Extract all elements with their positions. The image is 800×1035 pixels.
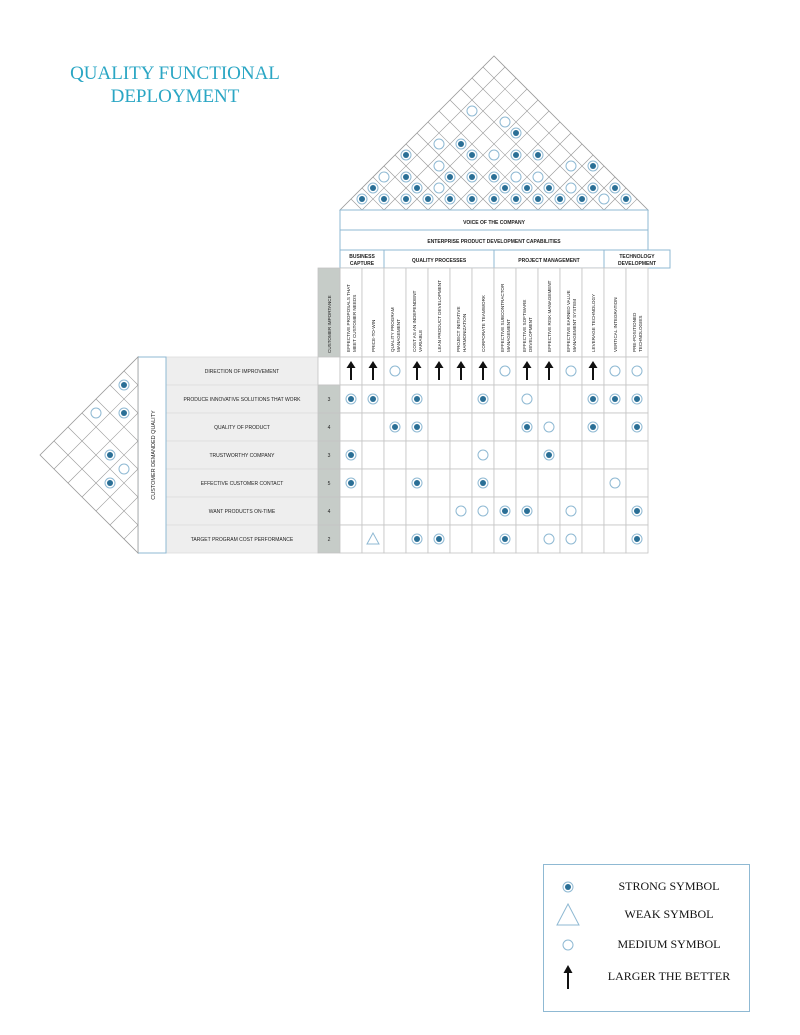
- row-label: QUALITY OF PRODUCT: [214, 425, 270, 431]
- roof-strong-symbol: [489, 194, 499, 204]
- column-header-cell: [560, 268, 582, 357]
- matrix-cell: [582, 525, 604, 553]
- relationship-strong-symbol: [368, 394, 378, 404]
- matrix-cell: [560, 413, 582, 441]
- matrix-cell: [384, 469, 406, 497]
- matrix-cell: [384, 441, 406, 469]
- column-header-label: COST AS AN INDEPENDENT: [412, 290, 417, 352]
- roof-medium-symbol: [467, 106, 477, 116]
- requirement-row: [166, 441, 648, 469]
- requirement-row: [166, 385, 648, 413]
- column-header-label: MANAGEMENT: [396, 319, 401, 352]
- row-label: TRUSTWORTHY COMPANY: [209, 453, 275, 459]
- matrix-cell: [582, 441, 604, 469]
- importance-value: 4: [327, 509, 331, 515]
- roof-medium-symbol: [379, 172, 389, 182]
- relationship-strong-symbol: [346, 394, 356, 404]
- matrix-cell: [582, 469, 604, 497]
- direction-medium-symbol: [566, 366, 576, 376]
- roof-strong-symbol: [401, 150, 411, 160]
- relationship-strong-symbol: [500, 534, 510, 544]
- importance-cell: [318, 357, 340, 385]
- column-header-cell: [494, 268, 516, 357]
- column-header-cell: [626, 268, 648, 357]
- row-label: WANT PRODUCTS ON-TIME: [208, 509, 276, 515]
- legend-item-strong: [544, 873, 749, 903]
- column-header-label: EFFECTIVE RISK MANAGEMENT: [547, 280, 552, 352]
- relationship-strong-symbol: [632, 534, 642, 544]
- roof-strong-symbol: [610, 183, 620, 193]
- group-label: DEVELOPMENT: [617, 261, 657, 267]
- matrix-cell: [450, 441, 472, 469]
- matrix-cell: [428, 469, 450, 497]
- relationship-strong-symbol: [434, 534, 444, 544]
- relationship-medium-symbol: [544, 422, 554, 432]
- enterprise-capabilities-label: ENTERPRISE PRODUCT DEVELOPMENT CAPABILITIES: [427, 239, 561, 245]
- importance-value: 5: [327, 481, 331, 487]
- roof-strong-symbol: [401, 194, 411, 204]
- requirement-row: [166, 525, 648, 553]
- legend-box: [543, 864, 750, 1012]
- roof-strong-symbol: [555, 194, 565, 204]
- matrix-cell: [604, 413, 626, 441]
- roof-medium-symbol: [533, 172, 543, 182]
- group-label: CAPTURE: [349, 261, 375, 267]
- matrix-cell: [362, 441, 384, 469]
- matrix-cell: [494, 413, 516, 441]
- importance-value: 3: [327, 453, 331, 459]
- column-header-cell: [406, 268, 428, 357]
- relationship-strong-symbol: [478, 478, 488, 488]
- relationship-strong-symbol: [588, 422, 598, 432]
- matrix-cell: [450, 385, 472, 413]
- group-label: TECHNOLOGY: [619, 254, 655, 260]
- matrix-cell: [626, 469, 648, 497]
- matrix-cell: [384, 497, 406, 525]
- left-roof-strong-symbol: [105, 450, 115, 460]
- column-header-label: MANAGEMENT SYSTEM: [572, 298, 577, 352]
- legend-item-weak: [544, 901, 749, 931]
- roof-strong-symbol: [423, 194, 433, 204]
- roof-medium-symbol: [489, 150, 499, 160]
- group-label: BUSINESS: [349, 254, 375, 260]
- left-roof-medium-symbol: [91, 408, 101, 418]
- roof-strong-symbol: [533, 150, 543, 160]
- matrix-cell: [450, 413, 472, 441]
- relationship-strong-symbol: [412, 478, 422, 488]
- column-header-label: LEAN PRODUCT DEVELOPMENT: [437, 280, 442, 352]
- matrix-cell: [450, 525, 472, 553]
- group-label: PROJECT MANAGEMENT: [518, 258, 580, 264]
- requirement-row: [166, 413, 648, 441]
- customer-demanded-quality-label: CUSTOMER DEMANDED QUALITY: [151, 410, 157, 500]
- matrix-cell: [340, 525, 362, 553]
- matrix-cell: [428, 385, 450, 413]
- column-header-cell: [516, 268, 538, 357]
- column-header-label: HARMONIZATION: [462, 313, 467, 352]
- relationship-strong-symbol: [412, 422, 422, 432]
- group-label: QUALITY PROCESSES: [411, 258, 467, 264]
- matrix-cell: [494, 385, 516, 413]
- column-header-cell: [340, 268, 362, 357]
- matrix-cell: [384, 525, 406, 553]
- roof-medium-symbol: [599, 194, 609, 204]
- relationship-medium-symbol: [610, 478, 620, 488]
- matrix-cell: [516, 525, 538, 553]
- roof-strong-symbol: [357, 194, 367, 204]
- relationship-medium-symbol: [478, 506, 488, 516]
- relationship-medium-symbol: [456, 506, 466, 516]
- matrix-cell: [340, 497, 362, 525]
- matrix-cell: [428, 413, 450, 441]
- direction-medium-symbol: [500, 366, 510, 376]
- requirement-row: [166, 497, 648, 525]
- left-roof-strong-symbol: [119, 380, 129, 390]
- relationship-strong-symbol: [522, 422, 532, 432]
- direction-medium-symbol: [632, 366, 642, 376]
- roof-outline: [340, 56, 648, 210]
- importance-value: 2: [327, 537, 331, 543]
- legend-label: LARGER THE BETTER: [607, 969, 731, 983]
- matrix-cell: [560, 469, 582, 497]
- matrix-cell: [384, 385, 406, 413]
- roof-strong-symbol: [456, 139, 466, 149]
- roof-strong-symbol: [412, 183, 422, 193]
- legend-label: MEDIUM SYMBOL: [617, 937, 721, 951]
- voice-of-company-label: VOICE OF THE COMPANY: [463, 220, 525, 226]
- relationship-strong-symbol: [390, 422, 400, 432]
- legend-label: STRONG SYMBOL: [618, 879, 720, 893]
- column-header-label: EFFECTIVE SUBCONTRACTOR: [500, 283, 505, 352]
- matrix-cell: [604, 497, 626, 525]
- roof-medium-symbol: [434, 183, 444, 193]
- roof-strong-symbol: [467, 194, 477, 204]
- matrix-cell: [538, 497, 560, 525]
- roof-medium-symbol: [566, 183, 576, 193]
- relationship-strong-symbol: [412, 534, 422, 544]
- left-roof-strong-symbol: [105, 478, 115, 488]
- roof-strong-symbol: [511, 128, 521, 138]
- matrix-cell: [450, 469, 472, 497]
- matrix-cell: [362, 469, 384, 497]
- relationship-strong-symbol: [412, 394, 422, 404]
- roof-strong-symbol: [500, 183, 510, 193]
- left-roof-strong-symbol: [119, 408, 129, 418]
- importance-header-label: CUSTOMER IMPORTANCE: [327, 295, 332, 353]
- column-header-cell: [384, 268, 406, 357]
- column-header-label: QUALITY PROGRAM: [390, 307, 395, 352]
- correlation-roof: [340, 56, 648, 210]
- column-header-label: VERTICAL INTEGRATION: [613, 297, 618, 352]
- matrix-cell: [604, 441, 626, 469]
- roof-strong-symbol: [489, 172, 499, 182]
- relationship-strong-symbol: [610, 394, 620, 404]
- roof-medium-symbol: [434, 139, 444, 149]
- roof-strong-symbol: [588, 183, 598, 193]
- roof-strong-symbol: [544, 183, 554, 193]
- matrix-cell: [472, 413, 494, 441]
- roof-medium-symbol: [566, 161, 576, 171]
- matrix-cell: [362, 497, 384, 525]
- direction-medium-symbol: [610, 366, 620, 376]
- column-header-label: EFFECTIVE PROPOSALS THAT: [346, 284, 351, 352]
- roof-strong-symbol: [533, 194, 543, 204]
- matrix-cell: [406, 497, 428, 525]
- legend-item-medium: [544, 931, 749, 961]
- roof-medium-symbol: [500, 117, 510, 127]
- roof-medium-symbol: [511, 172, 521, 182]
- matrix-cell: [626, 441, 648, 469]
- relationship-medium-symbol: [478, 450, 488, 460]
- relationship-matrix: [166, 357, 648, 553]
- matrix-cell: [340, 413, 362, 441]
- importance-value: 4: [327, 425, 331, 431]
- legend-item-arrow: [544, 963, 749, 993]
- column-header-cell: [450, 268, 472, 357]
- matrix-cell: [428, 497, 450, 525]
- relationship-strong-symbol: [544, 450, 554, 460]
- direction-row: [166, 357, 648, 385]
- column-header-label: MEET CUSTOMER NEEDS: [352, 294, 357, 352]
- relationship-strong-symbol: [588, 394, 598, 404]
- roof-strong-symbol: [368, 183, 378, 193]
- matrix-cell: [560, 441, 582, 469]
- roof-strong-symbol: [577, 194, 587, 204]
- left-correlation-roof: [40, 357, 138, 553]
- matrix-cell: [516, 441, 538, 469]
- column-header-label: DEVELOPMENT: [528, 317, 533, 352]
- relationship-strong-symbol: [632, 394, 642, 404]
- importance-value: 3: [327, 397, 331, 403]
- requirement-row: [166, 469, 648, 497]
- column-header-label: PRICE-TO-WIN: [371, 319, 376, 352]
- roof-strong-symbol: [401, 172, 411, 182]
- matrix-cell: [428, 441, 450, 469]
- relationship-medium-symbol: [566, 506, 576, 516]
- column-header-label: PROJECT INITIATIVE: [456, 306, 461, 352]
- roof-strong-symbol: [511, 194, 521, 204]
- relationship-medium-symbol: [566, 534, 576, 544]
- roof-strong-symbol: [467, 172, 477, 182]
- matrix-cell: [604, 525, 626, 553]
- matrix-cell: [538, 469, 560, 497]
- column-header-label: CORPORATE TEAMWORK: [481, 295, 486, 352]
- matrix-cell: [362, 413, 384, 441]
- column-header-label: MANAGEMENT: [506, 319, 511, 352]
- roof-strong-symbol: [379, 194, 389, 204]
- relationship-strong-symbol: [522, 506, 532, 516]
- column-header-label: EFFECTIVE EARNED VALUE: [566, 290, 571, 352]
- column-header-label: TECHNOLOGIES: [638, 315, 643, 352]
- matrix-cell: [582, 497, 604, 525]
- relationship-strong-symbol: [478, 394, 488, 404]
- column-header-label: LEVERAGE TECHNOLOGY: [591, 293, 596, 352]
- roof-strong-symbol: [588, 161, 598, 171]
- matrix-cell: [494, 441, 516, 469]
- matrix-cell: [406, 441, 428, 469]
- matrix-cell: [516, 469, 538, 497]
- relationship-strong-symbol: [632, 506, 642, 516]
- relationship-strong-symbol: [346, 450, 356, 460]
- roof-strong-symbol: [445, 172, 455, 182]
- row-label: TARGET PROGRAM COST PERFORMANCE: [190, 537, 294, 543]
- title-line-2: DEPLOYMENT: [110, 86, 240, 107]
- row-label: DIRECTION OF IMPROVEMENT: [204, 369, 280, 375]
- relationship-medium-symbol: [544, 534, 554, 544]
- matrix-cell: [472, 525, 494, 553]
- matrix-cell: [560, 385, 582, 413]
- legend-label: WEAK SYMBOL: [624, 907, 714, 921]
- column-header-label: EFFECTIVE SOFTWARE: [522, 299, 527, 352]
- roof-strong-symbol: [467, 150, 477, 160]
- relationship-strong-symbol: [632, 422, 642, 432]
- roof-strong-symbol: [522, 183, 532, 193]
- direction-medium-symbol: [390, 366, 400, 376]
- matrix-cell: [538, 385, 560, 413]
- left-roof-medium-symbol: [119, 464, 129, 474]
- relationship-medium-symbol: [522, 394, 532, 404]
- matrix-cell: [494, 469, 516, 497]
- column-header-label: VARIABLE: [418, 329, 423, 352]
- roof-strong-symbol: [511, 150, 521, 160]
- roof-medium-symbol: [434, 161, 444, 171]
- row-label: PRODUCE INNOVATIVE SOLUTIONS THAT WORK: [183, 397, 301, 403]
- relationship-strong-symbol: [500, 506, 510, 516]
- title-line-1: QUALITY FUNCTIONAL: [70, 63, 280, 84]
- roof-strong-symbol: [445, 194, 455, 204]
- column-header-label: PRE-POSITIONED: [632, 312, 637, 352]
- row-label: EFFECTIVE CUSTOMER CONTACT: [200, 481, 284, 487]
- relationship-strong-symbol: [346, 478, 356, 488]
- roof-strong-symbol: [621, 194, 631, 204]
